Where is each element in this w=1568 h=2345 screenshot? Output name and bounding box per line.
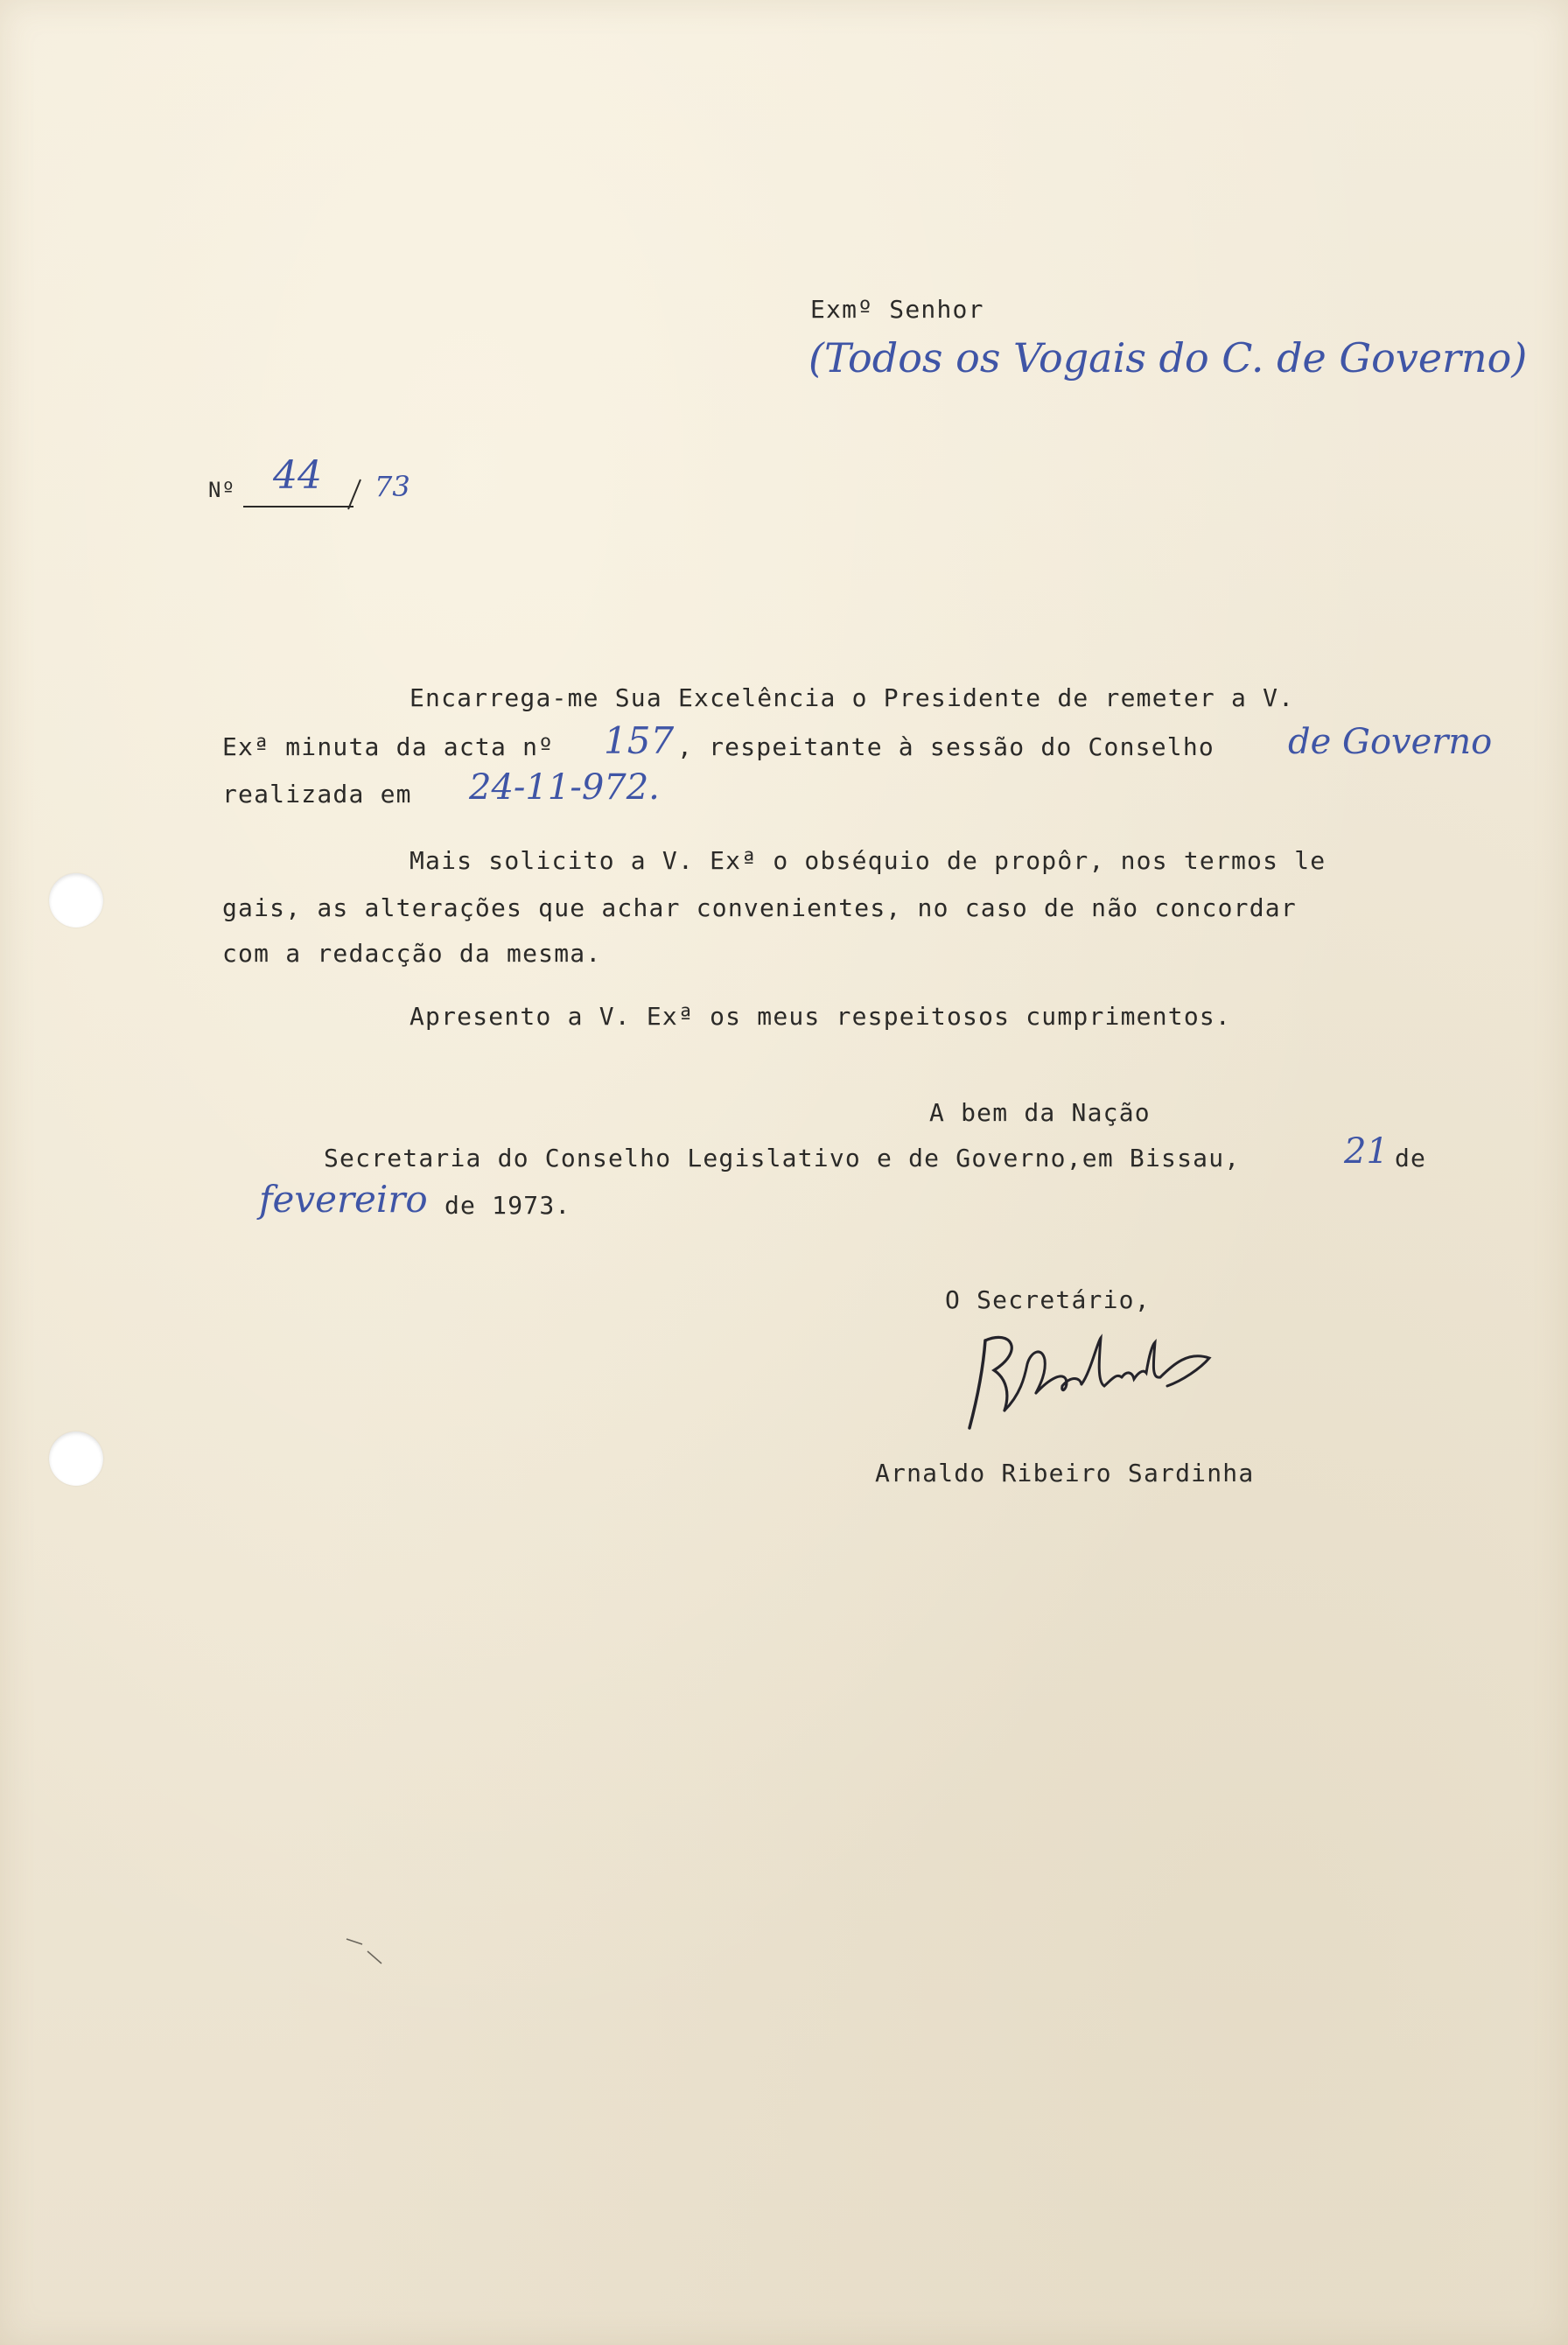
session-date-handwritten: 24-11-972. [469,767,660,808]
paragraph-1-line-2b: , respeitante à sessão do Conselho [677,732,1214,761]
reference-number: 44 [273,453,322,498]
reference-year: 73 [374,470,410,503]
handwritten-signature [959,1325,1222,1438]
salutation: Exmº Senhor [810,295,984,324]
reference-slash [343,478,369,513]
minute-number-handwritten: 157 [604,719,675,762]
reference-underline [243,506,354,508]
paragraph-1-line-1: Encarrega-me Sua Excelência o Presidente de remeter a V. [410,683,1295,712]
punch-hole-bottom [49,1432,103,1486]
place-line-de: de [1395,1144,1427,1172]
signatory-title: O Secretário, [945,1285,1151,1314]
place-line: Secretaria do Conselho Legislativo e de Governo,em Bissau, [324,1144,1241,1172]
paragraph-2-line-1: Mais solicito a V. Exª o obséquio de propôr, nos termos le [410,846,1326,875]
council-handwritten: de Governo [1288,722,1493,762]
year-line: de 1973. [444,1191,571,1220]
paragraph-2-line-2: gais, as alterações que achar convenientes, no caso de não concordar [222,893,1297,922]
month-handwritten: fevereiro [259,1178,428,1221]
signatory-name: Arnaldo Ribeiro Sardinha [875,1459,1255,1488]
recipient-handwritten: (Todos os Vogais do C. de Governo) [808,334,1528,382]
closing-motto: A bem da Nação [929,1098,1151,1127]
paragraph-2-line-3: com a redacção da mesma. [222,939,602,968]
day-handwritten: 21 [1344,1131,1389,1172]
paper-mark [343,1934,396,1969]
paragraph-1-line-3a: realizada em [222,780,412,808]
punch-hole-top [49,873,103,928]
paragraph-3-line-1: Apresento a V. Exª os meus respeitosos cumprimentos. [410,1002,1231,1031]
paragraph-1-line-2a: Exª minuta da acta nº [222,732,555,761]
reference-label: Nº [208,478,236,502]
